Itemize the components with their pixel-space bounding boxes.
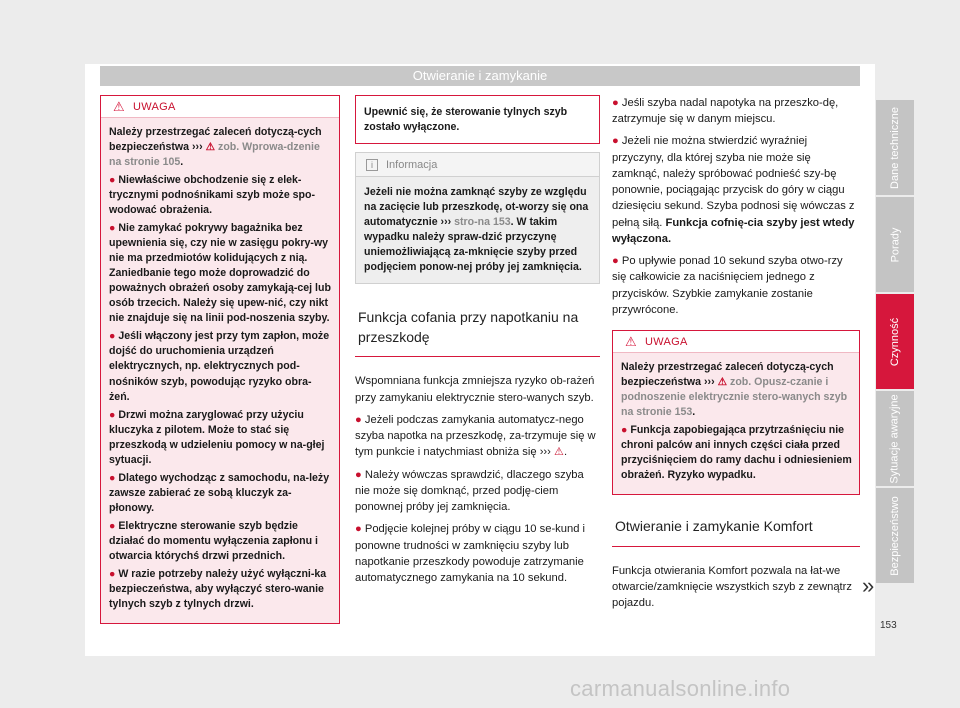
list-item: ● Po upływie ponad 10 sekund szyba otwo-rzy się całkowicie za naciśnięciem jednego z przycisków. Szybkie zamykanie zostanie przywrócone. [612,255,843,316]
list-item: ● Nie zamykać pokrywy bagażnika bez upewnienia się, czy nie w zasięgu pokry-wy nie ma przedmiotów kolidujących z nią. Zaniedbanie tego może doprowadzić do poważnych obrażeń osoby zamykają-cej lub osób trzecich. Należy się upew-nić, czy nikt nie znajduje się na linii pod-noszenia szyby. [109,222,331,325]
section-tabs [876,100,914,585]
warning-triangle-icon: ⚠ [113,98,125,114]
list-item: ● Dlatego wychodząc z samochodu, na-leży zawsze zabierać ze sobą kluczyk za-płonowy. [109,471,330,514]
section-heading: Funkcja cofania przy napotkaniu na przeszkodę [355,308,600,357]
list-item: ● Elektryczne sterowanie szyb będzie działać do momentu wyłączenia zapłonu i otwarcia którychś drzwi przednich. [109,519,318,562]
list-item: ● W razie potrzeby należy użyć wyłączni-ka bezpieczeństwa, aby wyłączyć stero-wanie tylnych szyb z tylnych drzwi. [109,567,327,610]
reference-arrows: ››› [704,376,715,389]
list-item: ● Podjęcie kolejnej próby w ciągu 10 se-kund i ponowne trudności w zamknięciu szyby lub napotkanie przeszkody powoduje zatrzymanie automatycznego zamykania na 10 sekund. [355,523,586,585]
warning-label: UWAGA [132,100,176,113]
watermark: carmanualsonline.info [570,676,791,701]
info-label: Informacja [386,158,438,171]
section-heading: Otwieranie i zamykanie Komfort [612,517,860,547]
list-item: ● Należy wówczas sprawdzić, dlaczego szyba nie może się domknąć, przed podję-ciem ponownej próby jej zamknięcia. [355,468,584,514]
warning-continuation: Upewnić się, że sterowanie tylnych szyb zostało wyłączone. [355,95,600,144]
list-item: ● Drzwi można zaryglować przy użyciu kluczyka z pilotem. Może to stać się przeszkodą w udzieleniu pomocy w na-głej sytuacji. [109,408,325,466]
info-icon: i [366,159,378,171]
tab-bezpieczenstwo[interactable]: Bezpieczeństwo [876,488,914,583]
warning-triangle-icon: ⚠ [553,446,565,459]
warning-box: ⚠ UWAGA Należy przestrzegać zaleceń dotyczą-cych bezpieczeństwa ››› ⚠ zob. Wprowa-dzenie na stronie 105. ● Niewłaściwe obchodzenie się z elek-trycznymi podnośnikami szyb może spo-wodować obrażenia. ● Nie zamykać pokrywy bagażnika bez upewnienia się, czy nie w zasięgu pokry-wy nie ma przedmiotów kolidujących z nią. Zaniedbanie tego może doprowadzić do poważnych obrażeń osoby zamykają-cej lub osób trzecich. Należy się upew-nić, czy nikt nie znajduje się na linii pod-noszenia szyby. ● Jeśli włączony jest przy tym zapłon, może dojść do uruchomienia urządzeń elektrycznych, np. elektrycznych pod-nośników szyb, powodując ryzyko obra-żeń. ● Drzwi można zaryglować przy użyciu kluczyka z pilotem. Może to stać się przeszkodą w udzieleniu pomocy w na-głej sytuacji. ● Dlatego wychodząc z samochodu, na-leży zawsze zabierać ze sobą kluczyk za-płonowy. ● Elektryczne sterowanie szyb będzie działać do momentu wyłączenia zapłonu i otwarcia którychś drzwi przednich. ● W razie potrzeby należy użyć wyłączni-ka bezpieczeństwa, aby wyłączyć stero-wanie tylnych szyb z tylnych drzwi. [100,95,340,624]
cross-reference-link[interactable]: stro-na 153 [454,216,511,229]
warning-box: ⚠ UWAGA Należy przestrzegać zaleceń dotyczą-cych bezpieczeństwa ››› ⚠ zob. Opusz-czanie i podnoszenie elektrycznie stero-wanych szyb na stronie 153. ● Funkcja zapobiegająca przytrzaśnięciu nie chroni palców ani innych części ciała przed przyciśnięciem do ramy dachu i odniesieniem obrażeń. Ryzyko wypadku. [612,330,860,495]
tab-porady[interactable]: Porady [876,197,914,292]
list-item: ● Jeżeli nie można stwierdzić wyraźniej przyczyny, dla której szyba nie może się zamknąć, należy spróbować podnieść szy-bę ponownie, pociągając przycisk do góry w ciągu dziesięciu sekund. Szyba podnosi się wówczas z pełną siłą. Funkcja cofnię-cia szyby jest wtedy wyłączona. [612,135,855,245]
reference-arrows: ››› [192,141,203,154]
page-header: Otwieranie i zamykanie [100,66,860,86]
warning-triangle-icon: ⚠ [717,376,728,389]
reference-arrows: ››› [440,216,452,229]
continue-arrow-icon: » [862,573,875,598]
info-box: i Informacja Jeżeli nie można zamknąć szyby ze względu na zacięcie lub przeszkodę, ot-worzy się ona automatycznie ››› stro-na 153. W takim wypadku należy spraw-dzić przyczynę uniemożliwiającą za-mknięcie szyby przed podjęciem ponow-nej próby jej zamknięcia. [355,152,600,284]
list-item: ● Jeżeli podczas zamykania automatycz-nego szyba napotka na przeszkodę, za-trzymuje się w tym punkcie i natychmiast obniża się ››› ⚠. [355,413,596,459]
tab-dane-techniczne[interactable]: Dane techniczne [876,100,914,195]
cross-reference-link[interactable]: zob. Wprowa-dzenie na stronie 105 [109,141,320,169]
warning-intro: Należy przestrzegać zaleceń dotyczą-cych bezpieczeństwa [109,126,322,154]
column-2 [355,95,600,592]
list-item: ● Funkcja zapobiegająca przytrzaśnięciu nie chroni palców ani innych części ciała przed przyciśnięciem do ramy dachu i odniesieniem obrażeń. Ryzyko wypadku. [621,424,852,482]
cross-reference-link[interactable]: zob. Opusz-czanie i podnoszenie elektrycznie stero-wanych szyb na stronie 153 [621,376,848,419]
list-item: ● Niewłaściwe obchodzenie się z elek-trycznymi podnośnikami szyb może spo-wodować obrażenia. [109,174,316,217]
column-3 [612,95,860,618]
page-number: 153 [880,620,897,631]
list-item: ● Jeśli włączony jest przy tym zapłon, może dojść do uruchomienia urządzeń elektrycznych, np. elektrycznych pod-nośników szyb, powodując ryzyko obra-żeń. [109,330,330,403]
paragraph: Funkcja otwierania Komfort pozwala na łat-we otwarcie/zamknięcie wszystkich szyb z zewnątrz pojazdu. [612,564,852,610]
paragraph: Wspomniana funkcja zmniejsza ryzyko ob-rażeń przy zamykaniu elektrycznie stero-wanych szyb. [355,375,595,404]
warning-label: UWAGA [644,335,688,348]
list-item: ● Jeśli szyba nadal napotyka na przeszko-dę, zatrzymuje się w danym miejscu. [612,97,839,126]
tab-czynnosc[interactable]: Czynność [876,294,914,389]
tab-sytuacje-awaryjne[interactable]: Sytuacje awaryjne [876,391,914,486]
warning-triangle-icon: ⚠ [205,141,216,154]
column-1 [100,95,340,634]
warning-triangle-icon: ⚠ [625,333,637,349]
